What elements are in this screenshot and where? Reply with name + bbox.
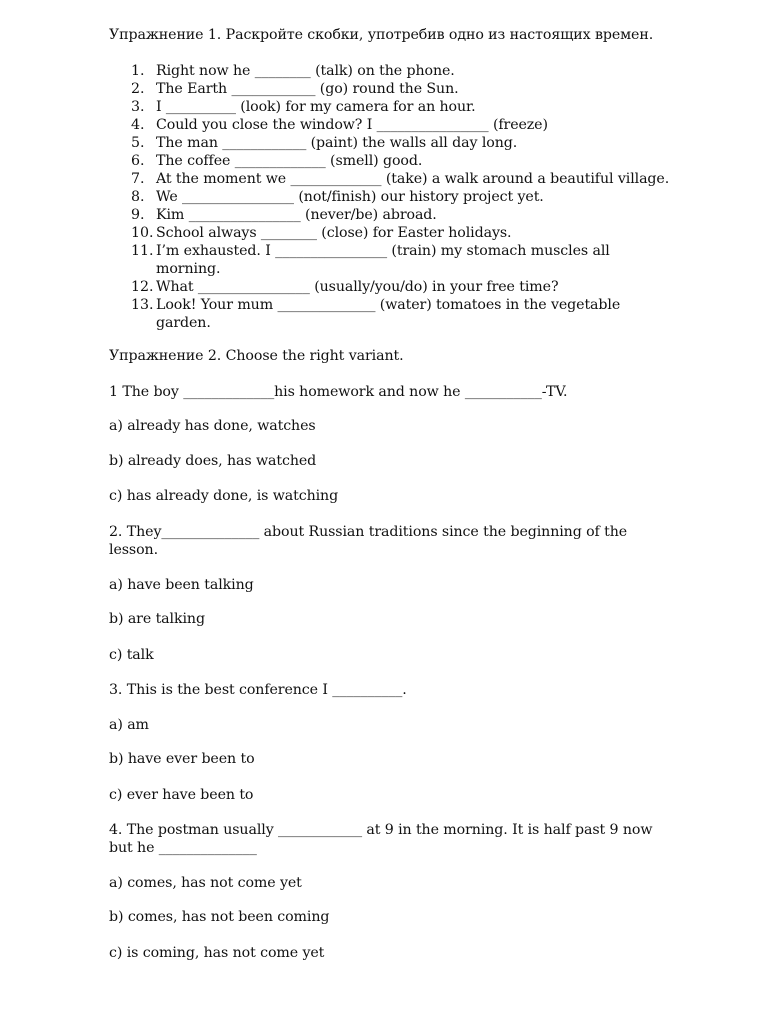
exercise-1-label: Упражнение 1. bbox=[109, 27, 222, 43]
item-text: School always ________ (close) for Easter holidays. bbox=[156, 225, 512, 241]
exercise-2-label: Упражнение 2. bbox=[109, 348, 222, 364]
item-text: The Earth ____________ (go) round the Sun. bbox=[156, 81, 459, 97]
item-number: 13. bbox=[131, 297, 154, 313]
item-text: I’m exhausted. I ________________ (train) my stomach muscles all bbox=[156, 243, 610, 259]
item-number: 12. bbox=[131, 279, 154, 295]
exercise-1-heading bbox=[109, 26, 653, 44]
option-b: b) have ever been to bbox=[109, 751, 255, 767]
item-number: 5. bbox=[131, 135, 145, 151]
option-a: a) have been talking bbox=[109, 577, 254, 593]
option-c: c) ever have been to bbox=[109, 787, 254, 803]
item-number: 3. bbox=[131, 99, 145, 115]
item-text: I __________ (look) for my camera for an hour. bbox=[156, 99, 476, 115]
item-text-continuation: morning. bbox=[156, 261, 221, 277]
question-text: 4. The postman usually ____________ at 9 in the morning. It is half past 9 now bbox=[109, 822, 653, 838]
option-c: c) has already done, is watching bbox=[109, 488, 339, 504]
item-text: Look! Your mum ______________ (water) tomatoes in the vegetable bbox=[156, 297, 621, 313]
exercise-2-instruction: Choose the right variant. bbox=[225, 348, 404, 364]
option-c: c) is coming, has not come yet bbox=[109, 945, 325, 961]
item-number: 2. bbox=[131, 81, 145, 97]
option-b: b) already does, has watched bbox=[109, 453, 317, 469]
option-a: a) am bbox=[109, 717, 149, 733]
item-number: 1. bbox=[131, 63, 145, 79]
item-number: 11. bbox=[131, 243, 154, 259]
item-text: The man ____________ (paint) the walls all day long. bbox=[156, 135, 518, 151]
exercise-2-heading bbox=[109, 347, 404, 365]
question-text-continuation: lesson. bbox=[109, 542, 158, 558]
item-text: Kim ________________ (never/be) abroad. bbox=[156, 207, 437, 223]
question-text: 2. They______________ about Russian traditions since the beginning of the bbox=[109, 524, 628, 540]
item-number: 8. bbox=[131, 189, 145, 205]
item-number: 10. bbox=[131, 225, 154, 241]
item-number: 7. bbox=[131, 171, 145, 187]
item-text: Could you close the window? I ________________ (freeze) bbox=[156, 117, 548, 133]
question-text-continuation: but he ______________ bbox=[109, 840, 257, 856]
option-b: b) comes, has not been coming bbox=[109, 909, 330, 925]
item-text: The coffee _____________ (smell) good. bbox=[156, 153, 423, 169]
option-c: c) talk bbox=[109, 647, 154, 663]
item-text: We ________________ (not/finish) our history project yet. bbox=[156, 189, 544, 205]
option-a: a) comes, has not come yet bbox=[109, 875, 302, 891]
option-a: a) already has done, watches bbox=[109, 418, 316, 434]
exercise-1-instruction: Раскройте скобки, употребив одно из настоящих времен. bbox=[225, 27, 654, 43]
item-text: At the moment we _____________ (take) a walk around a beautiful village. bbox=[156, 171, 670, 187]
item-text: What ________________ (usually/you/do) in your free time? bbox=[156, 279, 559, 295]
option-b: b) are talking bbox=[109, 611, 205, 627]
item-text: Right now he ________ (talk) on the phone. bbox=[156, 63, 455, 79]
item-number: 9. bbox=[131, 207, 145, 223]
question-text: 3. This is the best conference I __________. bbox=[109, 682, 407, 698]
question-text: 1 The boy _____________his homework and now he ___________-TV. bbox=[109, 384, 568, 400]
item-number: 4. bbox=[131, 117, 145, 133]
item-text-continuation: garden. bbox=[156, 315, 211, 331]
item-number: 6. bbox=[131, 153, 145, 169]
